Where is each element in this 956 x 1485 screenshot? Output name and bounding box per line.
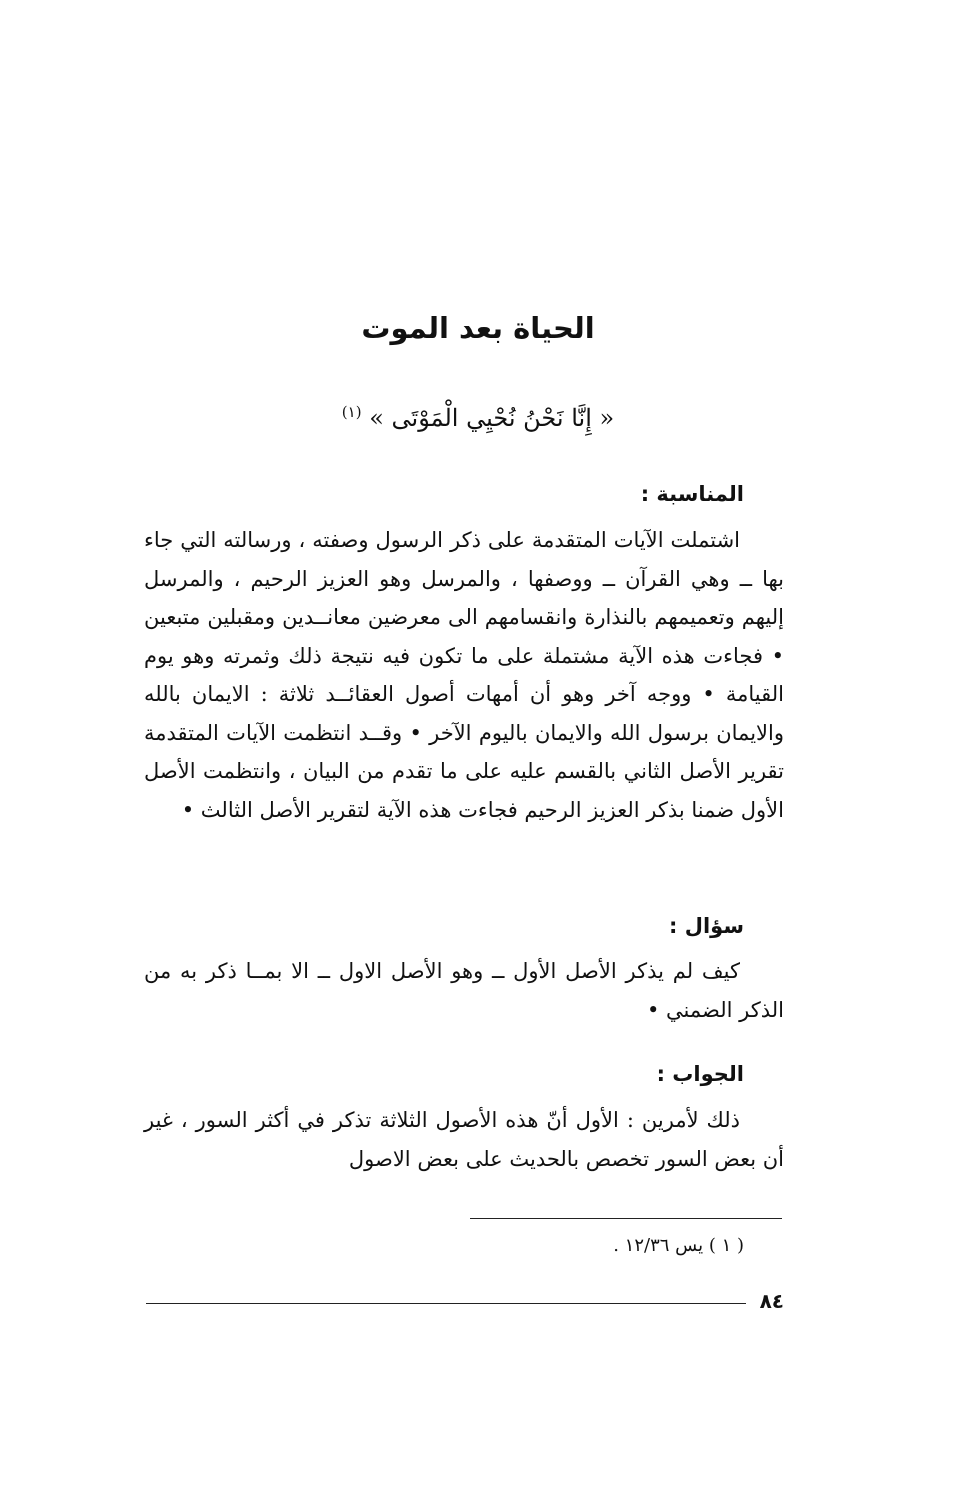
quran-verse — [0, 392, 956, 438]
footnote-reference: (١) — [341, 403, 362, 421]
section-heading-answer: الجواب : — [656, 1062, 744, 1086]
footnote: ( ١ ) يس ١٢/٣٦ . — [613, 1235, 744, 1256]
page-footer-divider — [146, 1303, 746, 1304]
section-body-munasaba: اشتملت الآيات المتقدمة على ذكر الرسول وصفته ، ورسالته التي جاء بها ــ وهي القرآن ــ ووصفها ، والمرسل وهو العزيز الرحيم ، والمرسل إليهم وتعميمهم بالنذارة وانقسامهم الى معرضين معانــدين ومقبلين متبعين • فجاءت هذه الآية مشتملة على ما تكون فيه نتيجة ذلك وثمرته وهو يوم القيامة • ووجه آخر وهو أن أمهات أصول العقائــد ثلاثة : الايمان بالله والايمان برسول الله والايمان باليوم الآخر • وقــد انتظمت الآيات المتقدمة تقرير الأصل الثاني بالقسم عليه على ما تقدم من البيان ، وانتظمت الأصل الأول ضمنا بذكر العزيز الرحيم فجاءت هذه الآية لتقرير الأصل الثالث • — [144, 528, 784, 822]
verse-text: « إِنَّا نَحْنُ نُحْيِي الْمَوْتَى » — [369, 404, 615, 432]
page-title: الحياة بعد الموت — [361, 311, 595, 345]
page-number: ٨٤ — [759, 1289, 784, 1313]
section-heading-munasaba: المناسبة : — [640, 482, 744, 506]
section-body-question: كيف لم يذكر الأصل الأول ــ وهو الأصل الاول ــ الا بمــا ذكر به من الذكر الضمني • — [144, 959, 784, 1022]
section-heading-question: سؤال : — [669, 914, 744, 938]
footnote-divider — [470, 1218, 782, 1219]
section-body-answer: ذلك لأمرين : الأول أنّ هذه الأصول الثلاثة تذكر في أكثر السور ، غير أن بعض السور تخصص بالحديث على بعض الاصول — [144, 1108, 784, 1171]
